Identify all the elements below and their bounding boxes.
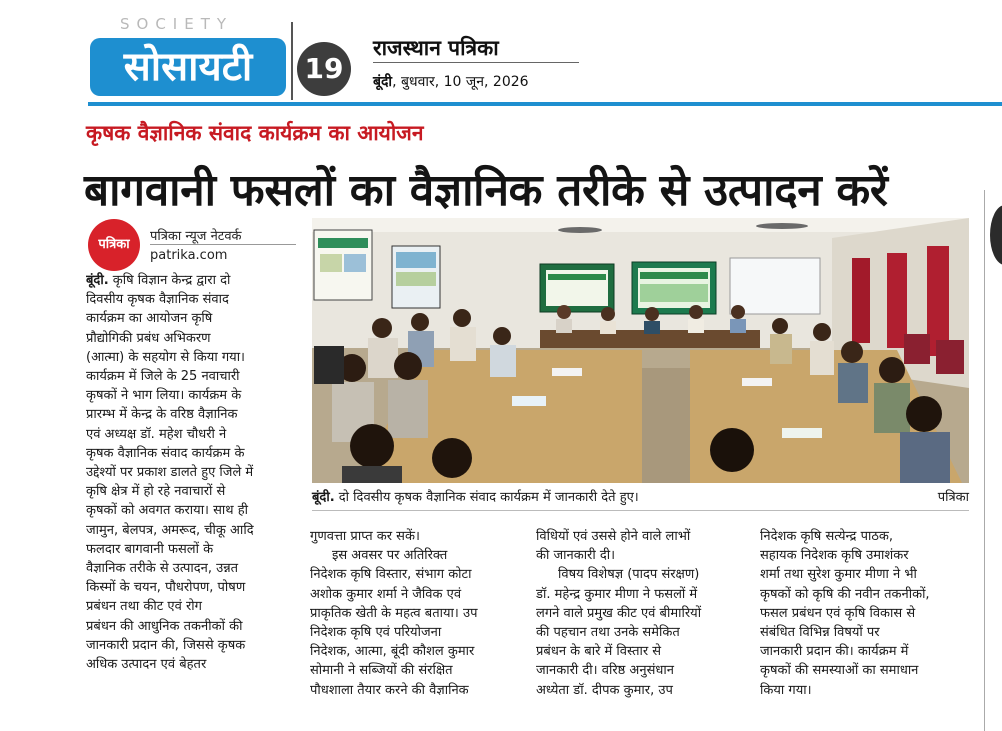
event-photo xyxy=(312,218,969,483)
article-line: जामुन, बेलपत्र, अमरूद, चीकू आदि xyxy=(86,522,254,538)
byline-site: patrika.com xyxy=(150,248,228,263)
article-line: कृषकों को कृषि की नवीन तकनीकों, xyxy=(760,586,930,602)
article-line: गुणवत्ता प्राप्त कर सकें। xyxy=(310,529,420,544)
masthead-divider xyxy=(291,22,293,100)
article-line: बूंदी. कृषि विज्ञान केन्द्र द्वारा दो xyxy=(86,273,231,288)
article-line: सोमानी ने सब्जियों की संरक्षित xyxy=(310,663,453,679)
article-line: जानकारी दी। वरिष्ठ अनुसंधान xyxy=(536,663,674,679)
article-line: किया गया। xyxy=(760,682,812,698)
article-line: अध्येता डॉ. दीपक कुमार, उप xyxy=(536,682,673,698)
article-line: प्रबंधन तथा कीट एवं रोग xyxy=(86,599,202,615)
article-line: अधिक उत्पादन एवं बेहतर xyxy=(86,657,207,673)
section-label-english: SOCIETY xyxy=(120,15,234,33)
adjacent-emblem-icon xyxy=(990,205,1002,265)
article-column-1 xyxy=(86,271,296,674)
article-line: अशोक कुमार शर्मा ने जैविक एवं xyxy=(310,586,462,602)
article-line: जानकारी प्रदान की। कार्यक्रम में xyxy=(760,644,909,660)
edition-city: बूंदी xyxy=(373,74,393,90)
photo-caption-place: बूंदी. xyxy=(312,490,335,505)
article-line: कृषकों की समस्याओं का समाधान xyxy=(760,663,919,679)
column-divider xyxy=(984,190,985,731)
article-line: कार्यक्रम में जिले के 25 नवाचारी xyxy=(86,369,240,385)
article-line: पौधशाला तैयार करने की वैज्ञानिक xyxy=(310,682,469,698)
article-line: निदेशक कृषि सत्येन्द्र पाठक, xyxy=(760,529,894,544)
adjacent-story-edge xyxy=(988,195,1002,731)
article-line: संबंधित विभिन्न विषयों पर xyxy=(760,625,880,641)
photo-caption-text: दो दिवसीय कृषक वैज्ञानिक संवाद कार्यक्रम में जानकारी देते हुए। xyxy=(334,490,639,505)
caption-divider xyxy=(312,510,969,511)
article-line: प्रबंधन के बारे में विस्तार से xyxy=(536,644,662,660)
article-line: कृषकों को अवगत कराया। साथ ही xyxy=(86,503,248,519)
article-kicker: कृषक वैज्ञानिक संवाद कार्यक्रम का आयोजन xyxy=(86,121,424,145)
newspaper-name-underline xyxy=(373,62,579,63)
article-line: जानकारी प्रदान की, जिससे कृषक xyxy=(86,637,246,653)
edition-dateline xyxy=(373,72,529,91)
article-line: निदेशक, आत्मा, बूंदी कौशल कुमार xyxy=(310,644,475,660)
masthead-rule xyxy=(88,102,1002,106)
article-line: प्रबंधन की आधुनिक तकनीकों की xyxy=(86,618,243,634)
article-line: कार्यक्रम का आयोजन कृषि xyxy=(86,311,213,327)
article-line: कृषि क्षेत्र में हो रहे नवाचारों से xyxy=(86,484,226,500)
article-line: प्राकृतिक खेती के महत्व बताया। उप xyxy=(310,605,478,621)
article-line: (आत्मा) के सहयोग से किया गया। xyxy=(86,349,245,365)
patrika-logo: पत्रिका xyxy=(88,219,140,271)
edition-date: , बुधवार, 10 जून, 2026 xyxy=(392,74,529,90)
byline-network: पत्रिका न्यूज नेटवर्क xyxy=(150,229,242,244)
article-line: कृषक वैज्ञानिक संवाद कार्यक्रम के xyxy=(86,445,245,461)
article-line: विधियों एवं उससे होने वाले लाभों xyxy=(536,529,691,544)
byline-divider xyxy=(150,244,296,245)
article-line: दिवसीय कृषक वैज्ञानिक संवाद xyxy=(86,292,229,308)
article-column-3 xyxy=(536,527,746,700)
article-line: निदेशक कृषि एवं परियोजना xyxy=(310,625,442,641)
article-line: विषय विशेषज्ञ (पादप संरक्षण) xyxy=(558,567,700,583)
article-dateline: बूंदी. xyxy=(86,273,109,288)
photo-caption xyxy=(312,487,969,505)
article-column-4 xyxy=(760,527,970,700)
article-line: फसल प्रबंधन एवं कृषि विकास से xyxy=(760,605,916,621)
section-title-badge: सोसायटी xyxy=(90,38,286,96)
article-line: सहायक निदेशक कृषि उमाशंकर xyxy=(760,548,909,564)
photo-credit: पत्रिका xyxy=(937,490,969,505)
article-line: प्रौद्योगिकी प्रबंध अभिकरण xyxy=(86,330,211,346)
article-line: प्रारम्भ में केन्द्र के वरिष्ठ वैज्ञानिक xyxy=(86,407,238,423)
newspaper-name: राजस्थान पत्रिका xyxy=(373,36,499,60)
article-line: इस अवसर पर अतिरिक्त xyxy=(332,548,448,564)
article-line: वैज्ञानिक तरीके से उत्पादन, उन्नत xyxy=(86,561,239,577)
article-line: निदेशक कृषि विस्तार, संभाग कोटा xyxy=(310,567,472,583)
article-line: की पहचान तथा उनके समेकित xyxy=(536,625,680,641)
article-line: कृषकों ने भाग लिया। कार्यक्रम के xyxy=(86,388,242,404)
page-number-badge: 19 xyxy=(297,42,351,96)
article-line: डॉ. महेन्द्र कुमार मीणा ने फसलों में xyxy=(536,586,698,602)
article-line: की जानकारी दी। xyxy=(536,548,616,564)
article-line: किस्मों के चयन, पौधरोपण, पोषण xyxy=(86,580,246,596)
article-line: फलदार बागवानी फसलों के xyxy=(86,541,214,557)
article-line: लगने वाले प्रमुख कीट एवं बीमारियों xyxy=(536,605,702,621)
article-headline: बागवानी फसलों का वैज्ञानिक तरीके से उत्पादन करें xyxy=(84,165,888,216)
article-column-2 xyxy=(310,527,520,700)
article-line: शर्मा तथा सुरेश कुमार मीणा ने भी xyxy=(760,567,917,583)
article-line: उद्देश्यों पर प्रकाश डालते हुए जिले में xyxy=(86,465,254,481)
article-line: एवं अध्यक्ष डॉ. महेश चौधरी ने xyxy=(86,426,227,442)
